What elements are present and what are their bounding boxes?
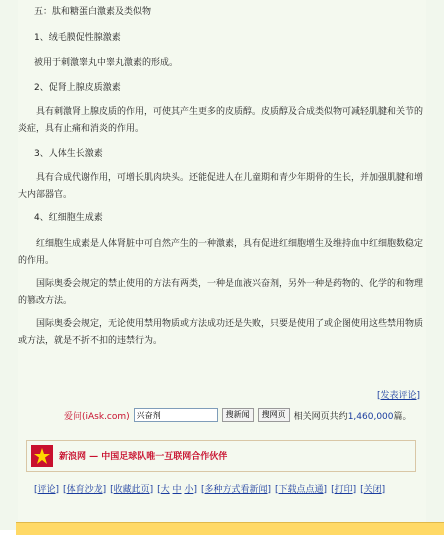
sina-logo-icon [31, 445, 53, 467]
bottom-bar [16, 522, 444, 535]
body-1: 被用于刺激睾丸中睾丸激素的形成。 [34, 58, 179, 68]
sina-partner-banner[interactable] [26, 440, 416, 472]
heading-1: 1、绒毛膜促性腺激素 [34, 33, 121, 43]
search-web-button[interactable]: 搜网页 [258, 408, 290, 422]
search-input[interactable] [134, 408, 218, 422]
font-large-link[interactable]: 大 [160, 485, 170, 495]
footer-link-print[interactable]: [打印] [331, 485, 357, 495]
footer-links [34, 482, 385, 495]
footer-link-comment[interactable]: [评论] [34, 485, 60, 495]
result-summary: 相关网页共约1,460,000篇。 [293, 411, 412, 422]
iask-brand[interactable]: 爱问(iAsk.com) [64, 411, 130, 422]
footer-link-multiview[interactable]: [多种方式看新闻] [200, 485, 272, 495]
para-rule: 国际奥委会规定，无论使用禁用物质或方法成功还是失败，只要是使用了或企图使用这些禁用物质或方法，就是不折不扣的违禁行为。 [18, 319, 424, 346]
footer-link-bookmark[interactable]: [收藏此页] [110, 485, 154, 495]
para-methods: 国际奥委会规定的禁止使用的方法有两类，一种是血液兴奋剂，另外一种是药物的、化学的和物理的篡改方法。 [18, 279, 424, 306]
post-comment-link[interactable]: [发表评论] [377, 391, 421, 401]
body-4: 红细胞生成素是人体肾脏中可自然产生的一种激素，具有促进红细胞增生及维持血中红细胞数稳定的作用。 [18, 239, 424, 266]
footer-link-close[interactable]: [关闭] [360, 485, 386, 495]
body-2: 具有刺激肾上腺皮质的作用，可使其产生更多的皮质醇。皮质醇及合成类似物可减轻肌腱和关节的炎症，具有止痛和消炎的作用。 [18, 107, 424, 134]
body-3: 具有合成代谢作用，可增长肌肉块头。还能促进人在儿童期和青少年期骨的生长，并加强肌腱和增大内部器官。 [18, 173, 424, 200]
footer-link-salon[interactable]: [体育沙龙] [63, 485, 107, 495]
sina-partner-text: 新浪网 — 中国足球队唯一互联网合作伙伴 [59, 452, 228, 462]
search-bar [64, 406, 412, 424]
font-medium-link[interactable]: 中 [172, 485, 182, 495]
heading-2: 2、促肾上腺皮质激素 [34, 83, 121, 93]
heading-3: 3、人体生长激素 [34, 149, 103, 159]
heading-4: 4、红细胞生成素 [34, 213, 103, 223]
footer-font-size: [大 中 小] [157, 485, 197, 495]
section-title: 五：肽和糖蛋白激素及类似物 [34, 7, 152, 17]
result-count: 1,460,000 [347, 411, 394, 422]
search-news-button[interactable]: 搜新闻 [222, 408, 254, 422]
font-small-link[interactable]: 小 [184, 485, 194, 495]
footer-link-download[interactable]: [下载点点通] [275, 485, 328, 495]
